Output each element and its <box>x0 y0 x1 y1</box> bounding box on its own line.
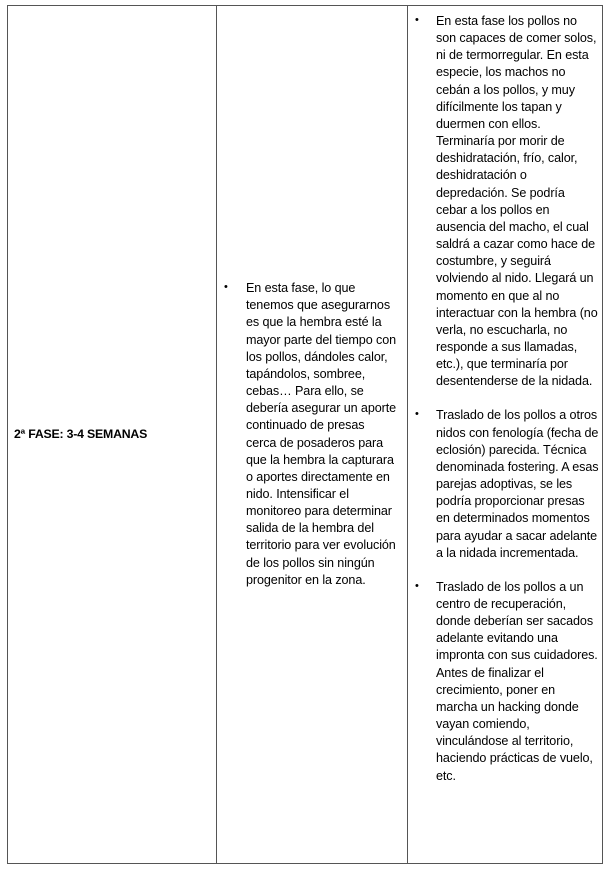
bullet-text: En esta fase los pollos no son capaces de comer solos, ni de termorregular. En esta especie, los machos no cebán a los pollos, y muy difícilmente los tapan y duermen con ellos. Terminaría por morir de deshidratación, frío, calor, deshidratación o depredación. Se podría cebar a los pollos en ausencia del macho, el cual saldrá a cazar como hace de costumbre, y seguirá volviendo al nido. Llegará un momento en que al no interactuar con la hembra (no verla, no escucharla, no responde a sus llamadas, etc.), que terminaría por desentenderse de la nidada. <box>436 14 598 389</box>
bullet-icon: • <box>415 579 419 592</box>
phase-label: 2ª FASE: 3-4 SEMANAS <box>14 426 148 441</box>
right-bullet-list <box>408 6 602 785</box>
bullet-icon: • <box>415 408 419 421</box>
document-table <box>7 5 603 864</box>
table-row <box>8 6 603 864</box>
bullet-text: En esta fase, lo que tenemos que asegurarnos es que la hembra esté la mayor parte del tiempo con los pollos, dándoles calor, tapándolos, sombree, cebas… Para ello, se debería asegurar un aporte continuado de presas cerca de posaderos para que la hembra la capturara o aportes directamente en nido. Intensificar el monitoreo para determinar salida de la hembra del territorio para ver evolución de los pollos sin ningún progenitor en la zona. <box>246 281 397 587</box>
list-item <box>217 280 407 589</box>
right-column-cell <box>408 6 603 864</box>
list-item <box>408 579 602 785</box>
list-item <box>408 407 602 561</box>
bullet-icon: • <box>415 14 419 26</box>
bullet-text: Traslado de los pollos a un centro de recuperación, donde deberían ser sacados adelante evitando una impronta con sus cuidadores. Antes de finalizar el crecimiento, poner en marcha un hacking donde vayan comiendo, vinculándose al territorio, haciendo prácticas de vuelo, etc. <box>436 579 598 783</box>
middle-bullet-list <box>217 280 407 589</box>
list-item <box>408 13 602 390</box>
bullet-text: Traslado de los pollos a otros nidos con fenología (fecha de eclosión) parecida. Técnica denominada fostering. A esas parejas adoptivas, se les podría proporcionar presas en determinados momentos para ayudar a sacar adelante a la nidada incrementada. <box>436 408 599 560</box>
bullet-icon: • <box>224 281 228 294</box>
phase-cell <box>8 6 217 864</box>
middle-column-cell <box>217 6 408 864</box>
